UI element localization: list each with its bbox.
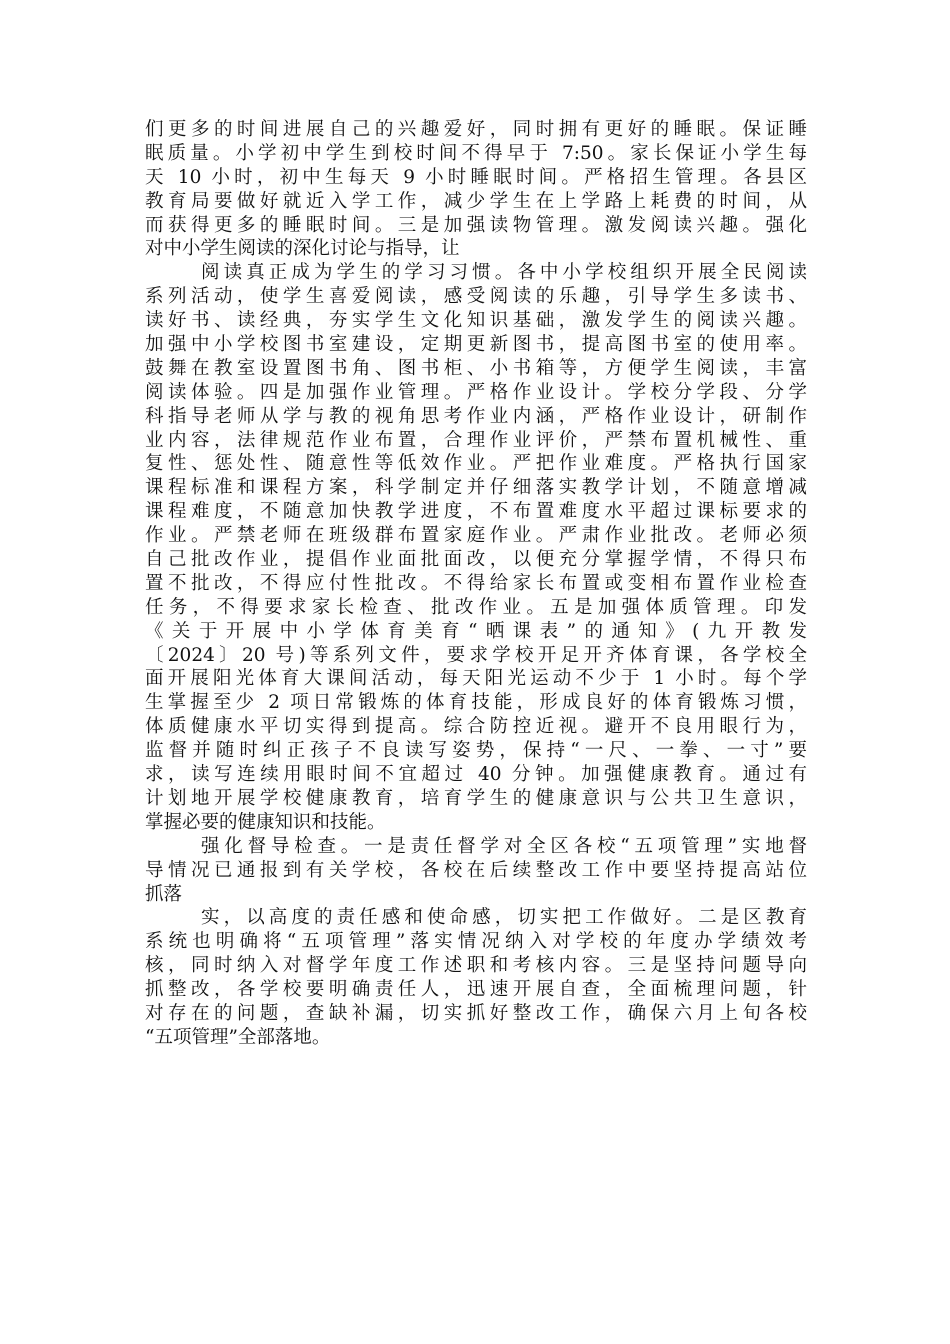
text-line: 眠质量。小学初中学生到校时间不得早于 7:50。家长保证小学生每 [145, 142, 807, 164]
text-line: 读好书、读经典，夯实学生文化知识基础，激发学生的阅读兴趣。 [145, 310, 807, 332]
text-line: 计划地开展学校健康教育，培育学生的健康意识与公共卫生意识， [145, 787, 807, 809]
text-line: 课程标准和课程方案，科学制定并仔细落实教学计划，不随意增减 [145, 477, 807, 499]
text-line: 实，以高度的责任感和使命感，切实把工作做好。二是区教育 [201, 907, 807, 929]
text-line: 对存在的问题，查缺补漏，切实抓好整改工作，确保六月上旬各校 [145, 1002, 807, 1024]
text-line: 作业。严禁老师在班级群布置家庭作业。严肃作业批改。老师必须 [145, 525, 807, 547]
text-line: 课程难度，不随意加快教学进度，不布置难度水平超过课标要求的 [145, 501, 807, 523]
text-line: 加强中小学校图书室建设，定期更新图书，提高图书室的使用率。 [145, 334, 807, 356]
text-line: “五项管理”全部落地。 [145, 1026, 331, 1048]
text-line: 业内容，法律规范作业布置，合理作业评价，严禁布置机械性、重 [145, 429, 807, 451]
text-line: 抓整改，各学校要明确责任人，迅速开展自查，全面梳理问题，针 [145, 979, 807, 1001]
text-line: 体质健康水平切实得到提高。综合防控近视。避开不良用眼行为， [145, 716, 807, 738]
text-line: 掌握必要的健康知识和技能。 [145, 811, 386, 833]
text-line: 教育局要做好就近入学工作，减少学生在上学路上耗费的时间，从 [145, 190, 807, 212]
text-line: 〔2024〕20 号)等系列文件，要求学校开足开齐体育课，各学校全 [145, 644, 807, 666]
text-line: 系列活动，使学生喜爱阅读，感受阅读的乐趣，引导学生多读书、 [145, 286, 807, 308]
text-line: 求，读写连续用眼时间不宜超过 40 分钟。加强健康教育。通过有 [145, 764, 807, 786]
text-line: 天 10 小时，初中生每天 9 小时睡眠时间。严格招生管理。各县区 [145, 166, 807, 188]
text-line: 复性、惩处性、随意性等低效作业。严把作业难度。严格执行国家 [145, 453, 807, 475]
text-line: 监督并随时纠正孩子不良读写姿势，保持“一尺、一拳、一寸”要 [145, 740, 807, 762]
text-line: 鼓舞在教室设置图书角、图书柜、小书箱等，方便学生阅读，丰富 [145, 357, 807, 379]
text-line: 而获得更多的睡眠时间。三是加强读物管理。激发阅读兴趣。强化 [145, 214, 807, 236]
text-line: 核，同时纳入对督学年度工作述职和考核内容。三是坚持问题导向 [145, 955, 807, 977]
text-line: 阅读真正成为学生的学习习惯。各中小学校组织开展全民阅读 [201, 262, 807, 284]
text-line: 任务，不得要求家长检查、批改作业。五是加强体质管理。印发 [145, 596, 807, 618]
text-line: 自己批改作业，提倡作业面批面改，以便充分掌握学情，不得只布 [145, 549, 807, 571]
text-line: 阅读体验。四是加强作业管理。严格作业设计。学校分学段、分学 [145, 381, 807, 403]
text-line: 们更多的时间进展自己的兴趣爱好，同时拥有更好的睡眠。保证睡 [145, 119, 807, 140]
text-line: 置不批改，不得应付性批改。不得给家长布置或变相布置作业检查 [145, 572, 807, 594]
text-line: 生掌握至少 2 项日常锻炼的体育技能，形成良好的体育锻炼习惯， [145, 692, 807, 714]
text-line: 《关于开展中小学体育美育“晒课表”的通知》(九开教发 [145, 620, 807, 642]
text-line: 强化督导检查。一是责任督学对全区各校“五项管理”实地督 [201, 835, 807, 857]
text-line: 面开展阳光体育大课间活动，每天阳光运动不少于 1 小时。每个学 [145, 668, 807, 690]
text-line: 科指导老师从学与教的视角思考作业内涵，严格作业设计，研制作 [145, 405, 807, 427]
text-line: 抓落 [145, 883, 183, 905]
text-line: 对中小学生阅读的深化讨论与指导，让 [145, 238, 460, 260]
text-line: 系统也明确将“五项管理”落实情况纳入对学校的年度办学绩效考 [145, 931, 807, 953]
text-line: 导情况已通报到有关学校，各校在后续整改工作中要坚持提高站位 [145, 859, 807, 881]
document-body [145, 118, 807, 1050]
